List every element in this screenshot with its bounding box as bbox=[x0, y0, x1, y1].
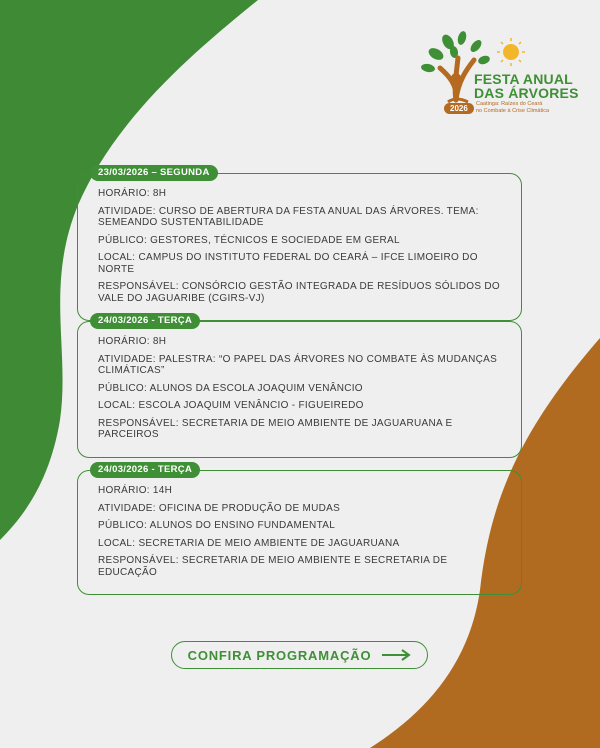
logo-title bbox=[474, 72, 579, 100]
event-horario: HORÁRIO: 8H bbox=[98, 188, 167, 199]
logo-subtitle-line1: Caatinga: Raízes do Ceará bbox=[476, 101, 543, 107]
event-publico: PÚBLICO: ALUNOS DO ENSINO FUNDAMENTAL bbox=[98, 520, 336, 531]
event-card-1 bbox=[77, 167, 522, 321]
event-horario: HORÁRIO: 14H bbox=[98, 485, 173, 496]
event-date-tag: 24/03/2026 - TERÇA bbox=[90, 313, 200, 329]
arrow-right-icon bbox=[381, 649, 411, 661]
event-card-3 bbox=[77, 464, 522, 595]
logo-year-badge: 2026 bbox=[444, 103, 474, 114]
event-responsavel: RESPONSÁVEL: SECRETARIA DE MEIO AMBIENTE E SECRETARIA DE EDUCAÇÃO bbox=[98, 555, 448, 578]
event-local: LOCAL: SECRETARIA DE MEIO AMBIENTE DE JAGUARUANA bbox=[98, 537, 400, 549]
cta-label: CONFIRA PROGRAMAÇÃO bbox=[187, 647, 372, 663]
event-date-tag: 23/03/2026 – SEGUNDA bbox=[90, 165, 218, 181]
event-atividade: ATIVIDADE: OFICINA DE PRODUÇÃO DE MUDAS bbox=[98, 502, 341, 514]
event-responsavel: RESPONSÁVEL: CONSÓRCIO GESTÃO INTEGRADA DE RESÍDUOS SÓLIDOS DO VALE DO JAGUARIBE (CGIRS-VJ) bbox=[98, 281, 501, 304]
event-publico: PÚBLICO: GESTORES, TÉCNICOS E SOCIEDADE EM GERAL bbox=[98, 234, 400, 246]
logo-subtitle bbox=[476, 101, 549, 115]
event-local: LOCAL: CAMPUS DO INSTITUTO FEDERAL DO CEARÁ – IFCE LIMOEIRO DO NORTE bbox=[98, 252, 478, 275]
event-date-tag: 24/03/2026 - TERÇA bbox=[90, 462, 200, 478]
logo-title-line2: DAS ÁRVORES bbox=[474, 85, 579, 101]
event-atividade: ATIVIDADE: PALESTRA: “O PAPEL DAS ÁRVORES NO COMBATE ÀS MUDANÇAS CLIMÁTICAS” bbox=[98, 353, 498, 376]
event-horario: HORÁRIO: 8H bbox=[98, 336, 167, 347]
logo-title-line1: FESTA ANUAL bbox=[474, 71, 573, 87]
logo-subtitle-line2: no Combate à Crise Climática bbox=[476, 108, 550, 114]
event-atividade: ATIVIDADE: CURSO DE ABERTURA DA FESTA ANUAL DAS ÁRVORES. TEMA: SEMEANDO SUSTENTABILIDADE bbox=[98, 205, 479, 228]
event-responsavel: RESPONSÁVEL: SECRETARIA DE MEIO AMBIENTE DE JAGUARUANA E PARCEIROS bbox=[98, 417, 453, 440]
confira-programacao-button[interactable] bbox=[171, 641, 428, 669]
event-card-2 bbox=[77, 315, 522, 458]
event-publico: PÚBLICO: ALUNOS DA ESCOLA JOAQUIM VENÂNCIO bbox=[98, 382, 363, 394]
event-local: LOCAL: ESCOLA JOAQUIM VENÂNCIO - FIGUEIREDO bbox=[98, 400, 364, 411]
